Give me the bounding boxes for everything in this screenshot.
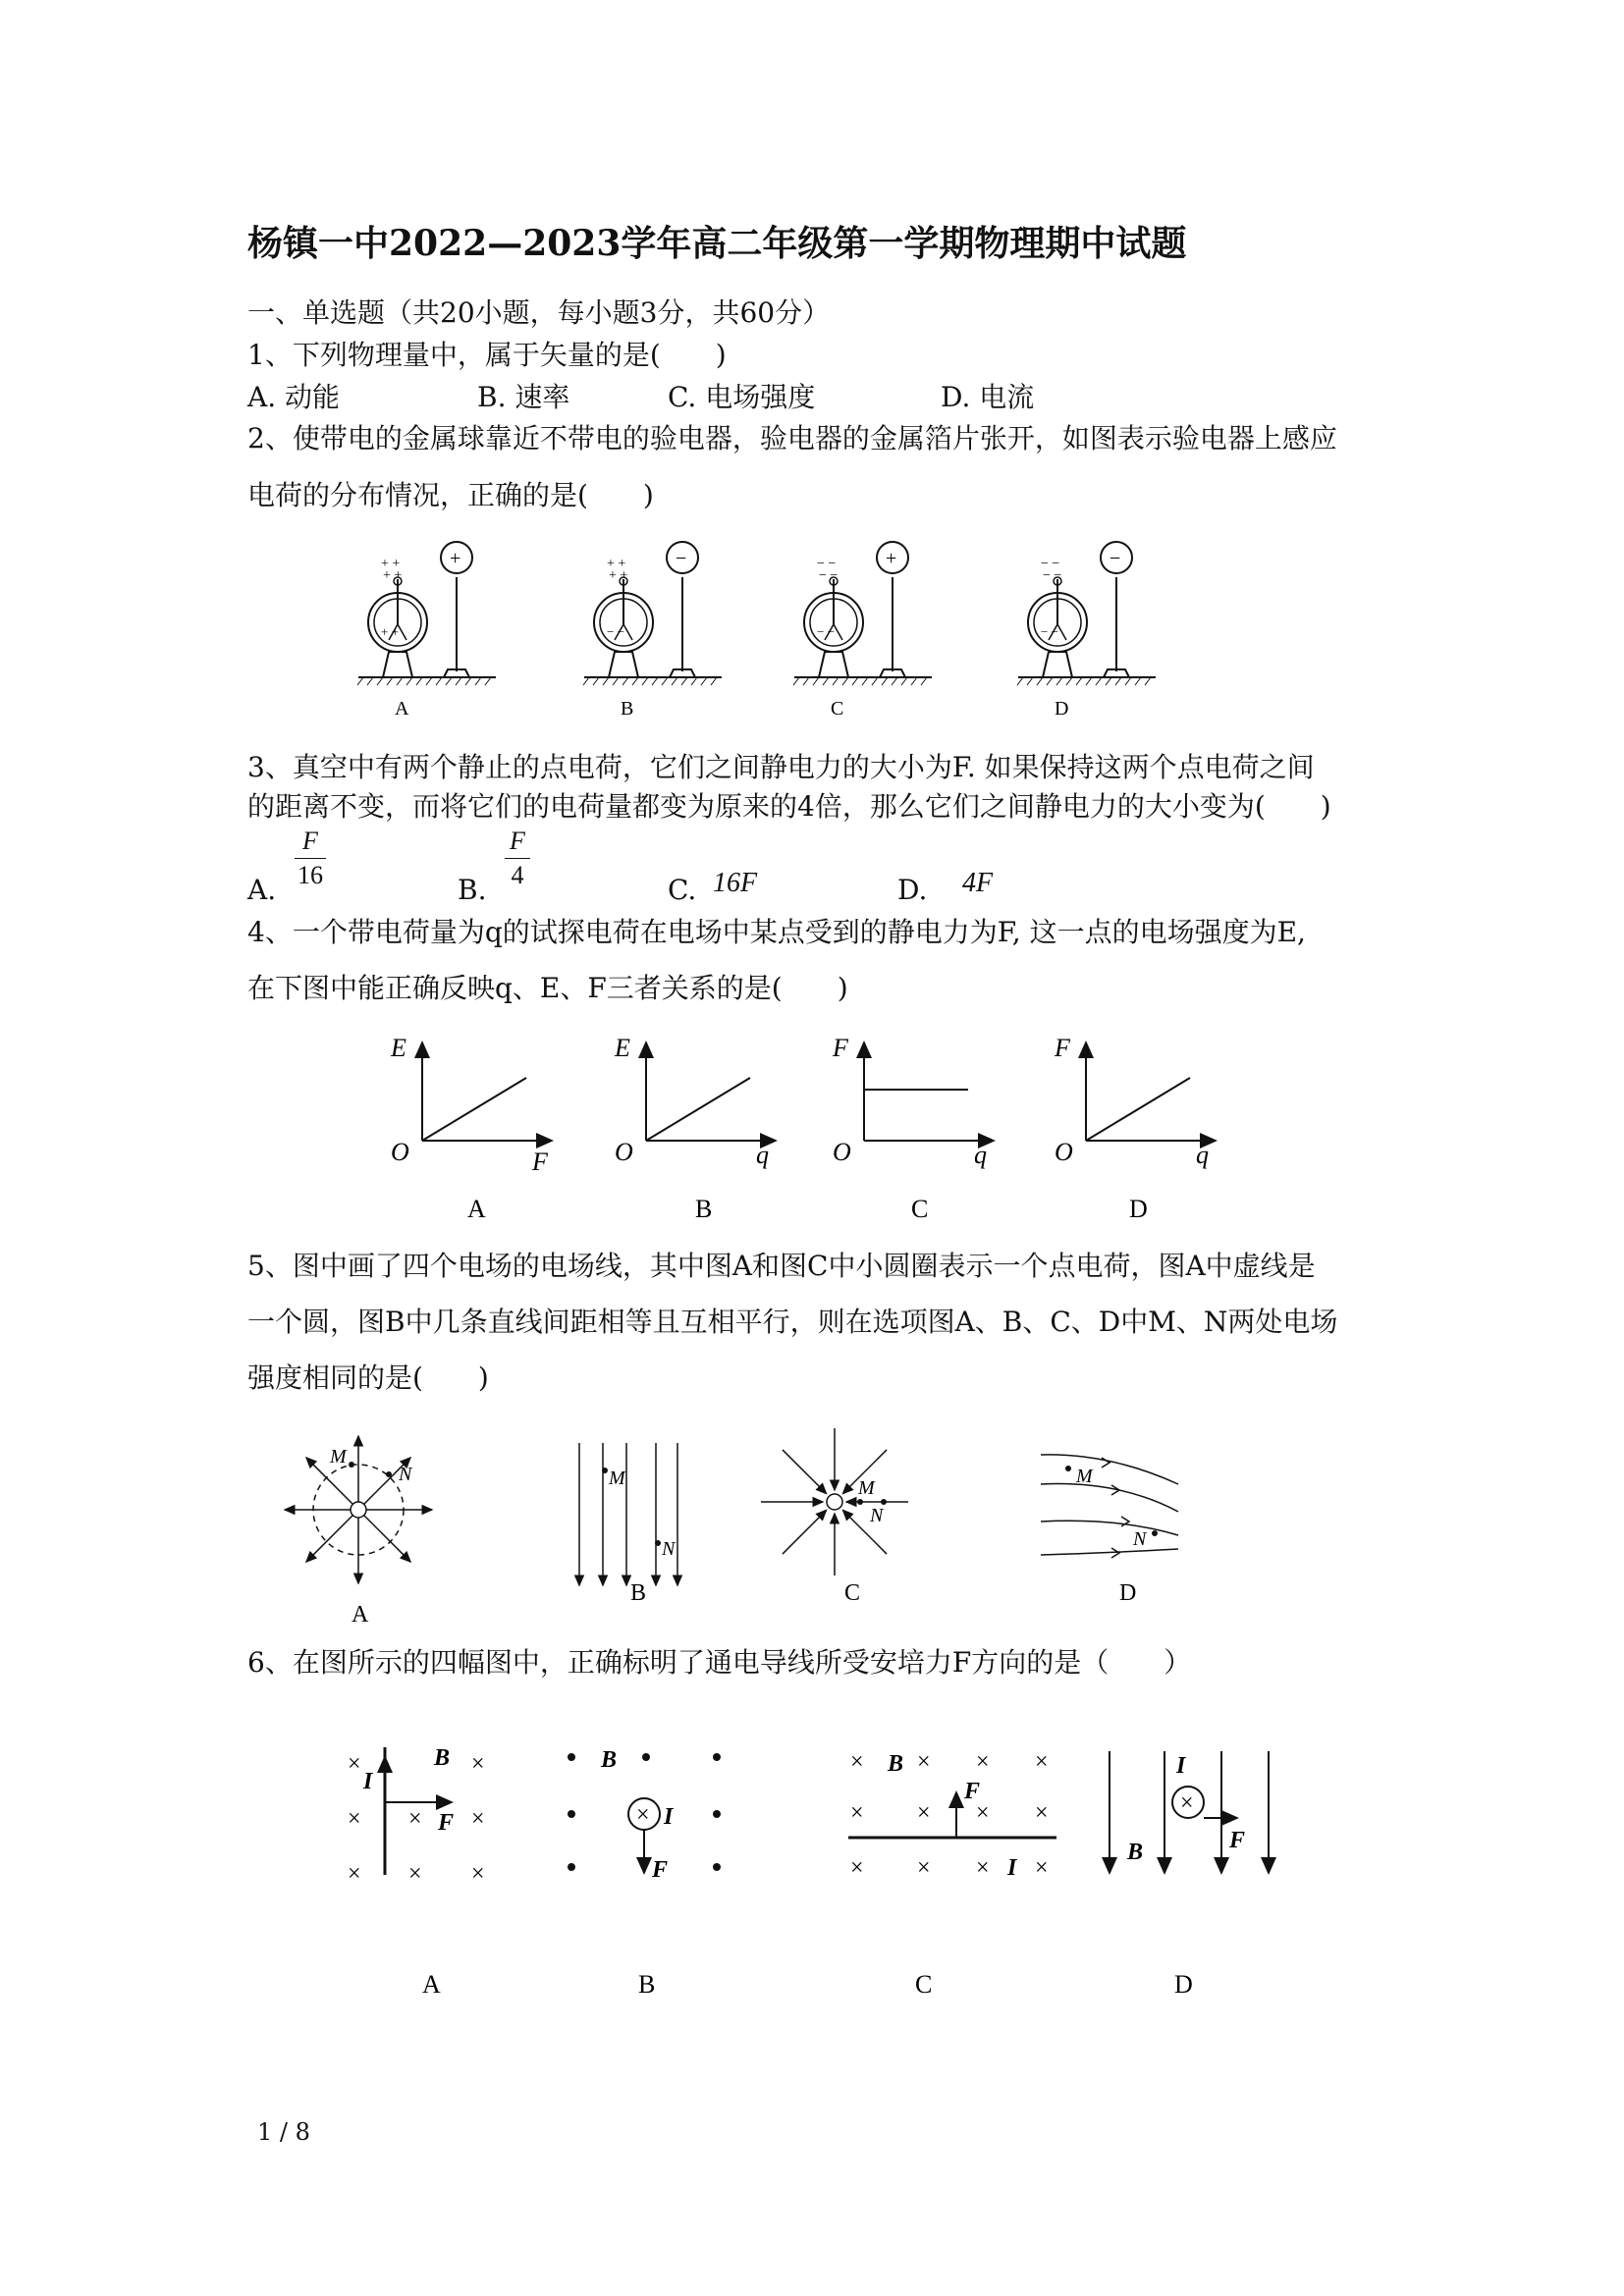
q5-figure (275, 1423, 1237, 1629)
ground-hatch (823, 677, 829, 685)
q4-c-y-label: F (833, 1034, 848, 1062)
electroscope-a (357, 542, 496, 720)
q1-option-b: B. 速率 (477, 381, 570, 413)
field-label: B (1127, 1840, 1144, 1865)
ground-hatch (833, 677, 839, 685)
q5-caption-a: A (352, 1602, 369, 1628)
point-m-label: M (330, 1446, 347, 1468)
q2-figure (353, 538, 1267, 724)
induced-top-charges: + + (609, 568, 628, 583)
field-into-page: × (471, 1806, 485, 1832)
field-into-page: × (636, 1802, 650, 1828)
field-into-page: × (850, 1855, 864, 1881)
point-m-label: M (858, 1477, 875, 1499)
q1-option-d: D. 电流 (941, 381, 1035, 413)
ground-hatch (1027, 677, 1033, 685)
q5-caption-c: C (844, 1580, 861, 1606)
q3-stem-line1: 3、真空中有两个静止的点电荷，它们之间静电力的大小为F. 如果保持这两个点电荷之间 (247, 751, 1315, 783)
field-into-page: × (471, 1751, 485, 1777)
ground-hatch (652, 677, 658, 685)
induced-top-charges: + + (381, 557, 401, 571)
q4-a-x-label: F (532, 1148, 548, 1176)
field-into-page: × (1035, 1855, 1049, 1881)
ground-hatch (465, 677, 471, 685)
ground-hatch (1076, 677, 1082, 685)
field-into-page: × (850, 1800, 864, 1826)
induced-leaf-charges: − − (817, 624, 835, 639)
field-into-page: × (850, 1749, 864, 1775)
q2-caption-d: D (1055, 698, 1069, 720)
ground-hatch (613, 677, 619, 685)
electroscope-base (819, 652, 848, 677)
q4-c-caption: C (911, 1195, 929, 1223)
q6-caption-d: D (1174, 1970, 1193, 1999)
ground-hatch (1135, 677, 1141, 685)
ground-hatch (416, 677, 422, 685)
force-label: F (652, 1857, 669, 1883)
q2-stem-line1: 2、使带电的金属球靠近不带电的验电器，验电器的金属箔片张开，如图表示验电器上感应 (247, 422, 1337, 454)
q2-caption-b: B (621, 698, 634, 720)
q4-d-origin: O (1055, 1138, 1073, 1166)
q5-diagram-b (579, 1443, 677, 1585)
field-out-of-page (568, 1863, 575, 1871)
q3-option-b-denominator: 4 (511, 861, 524, 889)
field-out-of-page (713, 1863, 721, 1871)
q3-option-c-letter: C. (668, 874, 697, 906)
ground-hatch (426, 677, 432, 685)
point-n-label: N (870, 1505, 884, 1526)
ground-hatch (1017, 677, 1023, 685)
electroscope-d (1017, 542, 1156, 720)
field-arrow (1102, 1458, 1110, 1468)
ground-hatch (921, 677, 927, 685)
field-into-page: × (976, 1800, 990, 1826)
electroscope-c (793, 542, 932, 720)
q1-stem: 1、下列物理量中，属于矢量的是( ) (247, 339, 727, 371)
q4-graph-b (614, 1034, 776, 1223)
induced-top-charges: − − (1041, 557, 1060, 571)
ground-hatch (1125, 677, 1131, 685)
q6-diagram-a (348, 1745, 485, 1887)
ground-hatch (862, 677, 868, 685)
field-into-page: × (471, 1861, 485, 1887)
q4-b-origin: O (615, 1138, 633, 1166)
leaf-right (398, 624, 406, 640)
current-label: I (363, 1769, 373, 1794)
ground-hatch (701, 677, 707, 685)
point-n-label: N (662, 1538, 676, 1560)
field-out-of-page (642, 1753, 650, 1761)
field-label: B (434, 1745, 451, 1771)
q3-option-b-numerator: F (510, 827, 525, 855)
point-m-label: M (1076, 1466, 1093, 1487)
ground-hatch (691, 677, 697, 685)
q4-b-y-label: E (615, 1034, 630, 1062)
section-heading: 一、单选题（共20小题，每小题3分，共60分） (247, 296, 831, 329)
force-label: F (964, 1779, 981, 1804)
ground-hatch (1037, 677, 1043, 685)
ground-hatch (632, 677, 638, 685)
ground-hatch (803, 677, 809, 685)
current-label: I (1007, 1855, 1017, 1881)
field-out-of-page (568, 1753, 575, 1761)
ground-hatch (485, 677, 491, 685)
q3-option-a-denominator: 16 (298, 861, 323, 889)
page-title: 杨镇一中2022—2023学年高二年级第一学期物理期中试题 (247, 223, 1187, 264)
field-into-page: × (408, 1806, 422, 1832)
point-charge (827, 1494, 842, 1510)
q5-caption-b: B (630, 1580, 647, 1606)
ground-hatch (842, 677, 848, 685)
ground-hatch (662, 677, 668, 685)
leaf-right (834, 624, 842, 640)
q4-a-y-label: E (391, 1034, 406, 1062)
ground-hatch (1047, 677, 1053, 685)
field-line (364, 1516, 410, 1562)
current-label: I (664, 1804, 674, 1830)
q4-figure (373, 1021, 1257, 1227)
point-m-dot (349, 1462, 354, 1468)
q5-stem-line3: 强度相同的是( ) (247, 1362, 489, 1394)
q1-option-c: C. 电场强度 (668, 381, 816, 413)
q3-option-a-letter: A. (247, 874, 277, 906)
q4-d-caption: D (1129, 1195, 1148, 1223)
q5-diagram-a (285, 1436, 432, 1583)
ground-hatch (377, 677, 383, 685)
ground-hatch (642, 677, 648, 685)
field-out-of-page (713, 1753, 721, 1761)
ground-hatch (892, 677, 897, 685)
q6-caption-a: A (422, 1970, 441, 1999)
field-into-page: × (348, 1751, 361, 1777)
force-label: F (1229, 1828, 1246, 1853)
ground-hatch (1145, 677, 1151, 685)
field-label: B (601, 1747, 618, 1773)
field-out-of-page (713, 1810, 721, 1818)
q6-diagram-c (848, 1749, 1056, 1881)
ground-hatch (1086, 677, 1092, 685)
q2-caption-a: A (395, 698, 409, 720)
q4-graph-d (1054, 1034, 1216, 1223)
induced-leaf-charges: − − (607, 624, 624, 639)
q4-d-y-label: F (1055, 1034, 1070, 1062)
field-line (1041, 1484, 1178, 1512)
q3-option-b-letter: B. (458, 874, 487, 906)
ground-hatch (623, 677, 628, 685)
field-label: B (888, 1751, 904, 1777)
ground-hatch (583, 677, 589, 685)
field-line (1041, 1549, 1178, 1555)
point-n-dot (386, 1471, 392, 1477)
q6-caption-c: C (915, 1970, 933, 1999)
q5-stem-line1: 5、图中画了四个电场的电场线，其中图A和图C中小圆圈表示一个点电荷，图A中虚线是 (247, 1250, 1316, 1282)
ground-hatch (1106, 677, 1111, 685)
point-n-label: N (399, 1464, 412, 1485)
ball-charge-sign: + (886, 548, 897, 569)
ground-hatch (367, 677, 373, 685)
induced-leaf-charges: + + (381, 624, 399, 639)
ground-hatch (446, 677, 452, 685)
field-line (783, 1450, 827, 1494)
q4-b-caption: B (695, 1195, 713, 1223)
ground-hatch (406, 677, 412, 685)
q4-d-x-label: q (1196, 1141, 1209, 1169)
field-into-page: × (917, 1749, 931, 1775)
field-into-page: × (917, 1800, 931, 1826)
ground-hatch (852, 677, 858, 685)
ground-hatch (911, 677, 917, 685)
field-into-page: × (917, 1855, 931, 1881)
q4-c-origin: O (833, 1138, 851, 1166)
q4-stem-line2: 在下图中能正确反映q、E、F三者关系的是( ) (247, 972, 848, 1004)
q3-option-d-value: 4F (962, 868, 994, 898)
q3-stem-line2: 的距离不变，而将它们的电荷量都变为原来的4倍，那么它们之间静电力的大小变为( ) (247, 790, 1331, 823)
field-into-page: × (348, 1861, 361, 1887)
ground-hatch (901, 677, 907, 685)
point-n-dot (655, 1540, 661, 1546)
q4-stem-line1: 4、一个带电荷量为q的试探电荷在电场中某点受到的静电力为F, 这一点的电场强度为E, (247, 916, 1306, 948)
ball-charge-sign: − (676, 548, 687, 569)
q4-c-x-label: q (974, 1141, 987, 1169)
ground-hatch (1056, 677, 1062, 685)
field-into-page: × (1035, 1749, 1049, 1775)
induced-top-charges: − − (1043, 568, 1062, 583)
ground-hatch (882, 677, 888, 685)
field-into-page: × (1035, 1800, 1049, 1826)
force-label: F (438, 1810, 455, 1836)
ball-charge-sign: − (1110, 548, 1121, 569)
ground-hatch (387, 677, 393, 685)
ground-hatch (603, 677, 609, 685)
q6-caption-b: B (638, 1970, 656, 1999)
ground-hatch (436, 677, 442, 685)
induced-top-charges: − − (819, 568, 839, 583)
ground-hatch (872, 677, 878, 685)
ground-hatch (672, 677, 677, 685)
point-m-dot (857, 1499, 863, 1505)
electroscope-b (583, 542, 722, 720)
q5-stem-line2: 一个圆，图B中几条直线间距相等且互相平行，则在选项图A、B、C、D中M、N两处电场 (247, 1306, 1338, 1338)
induced-top-charges: − − (817, 557, 837, 571)
ground-hatch (793, 677, 799, 685)
q2-caption-c: C (831, 698, 844, 720)
q5-diagram-c (761, 1428, 908, 1575)
q6-figure (324, 1728, 1306, 2012)
ground-hatch (357, 677, 363, 685)
q4-a-caption: A (467, 1195, 486, 1223)
induced-top-charges: + + (607, 557, 626, 571)
ground-hatch (813, 677, 819, 685)
q4-graph-c (832, 1034, 994, 1223)
q6-diagram-d (1110, 1751, 1269, 1873)
q6-diagram-b (568, 1747, 721, 1883)
field-into-page: × (976, 1855, 990, 1881)
page-number: 1 / 8 (257, 2118, 310, 2146)
q6-stem: 6、在图所示的四幅图中，正确标明了通电导线所受安培力F方向的是（ ） (247, 1646, 1192, 1679)
field-out-of-page (568, 1810, 575, 1818)
q5-caption-d: D (1119, 1580, 1137, 1606)
q4-a-origin: O (391, 1138, 409, 1166)
field-line (1041, 1455, 1178, 1484)
electroscope-base (383, 652, 412, 677)
point-charge (351, 1502, 366, 1518)
ground-hatch (1096, 677, 1102, 685)
electroscope-base (1043, 652, 1072, 677)
current-label: I (1176, 1753, 1186, 1779)
induced-leaf-charges: − − (1041, 624, 1058, 639)
field-into-page: × (408, 1861, 422, 1887)
point-m-dot (602, 1468, 608, 1473)
ground-hatch (397, 677, 403, 685)
q3-option-a-fraction (295, 827, 326, 890)
induced-top-charges: + + (383, 568, 403, 583)
q3-option-c-value: 16F (713, 868, 758, 898)
field-line (1041, 1521, 1178, 1535)
ball-charge-sign: + (450, 548, 461, 569)
field-into-page: × (976, 1749, 990, 1775)
q4-b-x-label: q (756, 1141, 769, 1169)
field-into-page: × (1180, 1790, 1194, 1816)
ground-hatch (681, 677, 687, 685)
field-line (783, 1510, 827, 1554)
electroscope-base (609, 652, 638, 677)
q4-graph-a (390, 1034, 552, 1223)
ground-hatch (456, 677, 461, 685)
leaf-right (1057, 624, 1066, 640)
ground-hatch (711, 677, 717, 685)
field-into-page: × (348, 1806, 361, 1832)
field-line (306, 1516, 352, 1562)
q3-option-b-fraction (505, 827, 530, 890)
leaf-right (623, 624, 632, 640)
field-arrow (1111, 1485, 1119, 1495)
point-m-dot (1065, 1466, 1071, 1471)
ground-hatch (1066, 677, 1072, 685)
q3-option-d-letter: D. (897, 874, 928, 906)
point-n-dot (1152, 1530, 1158, 1536)
q2-stem-line2: 电荷的分布情况，正确的是( ) (247, 479, 654, 511)
ground-hatch (593, 677, 599, 685)
ground-hatch (475, 677, 481, 685)
q1-option-a: A. 动能 (247, 381, 341, 413)
q5-diagram-d (1041, 1455, 1178, 1558)
point-m-label: M (609, 1468, 625, 1489)
q3-option-a-numerator: F (302, 827, 318, 855)
point-n-label: N (1133, 1528, 1147, 1550)
ground-hatch (1115, 677, 1121, 685)
